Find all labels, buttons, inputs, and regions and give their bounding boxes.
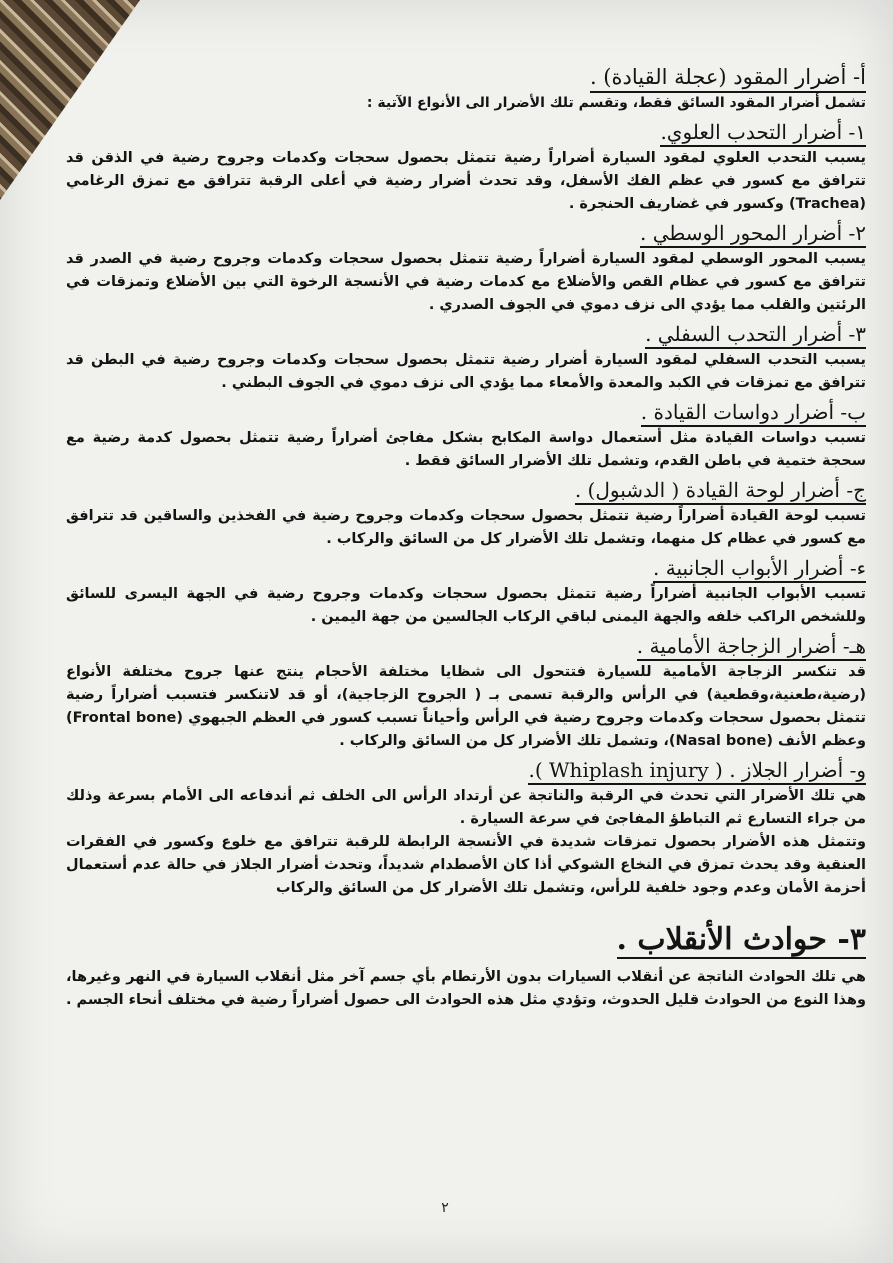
heading-middle-axis: ٢- أضرار المحور الوسطي . (66, 218, 866, 248)
page-number: ٢ (441, 1200, 449, 1216)
heading-side-doors: ء- أضرار الأبواب الجانبية . (66, 553, 866, 583)
paragraph-pedals: تسبب دواسات القيادة مثل أستعمال دواسة المكابح بشكل مفاجئ أضراراً رضية تتمثل بحصول كدمة رضية مع سحجة ختمية في باطن القدم، وتشمل تلك الأضرار السائق فقط . (66, 430, 866, 469)
paragraph-dashboard: تسبب لوحة القيادة أضراراً رضية تتمثل بحصول سحجات وكدمات وجروح رضية في الفخذين والساقين قد تترافق مع كسور في عظام كل منهما، وتشمل تلك الأضرار كل من السائق والركاب . (66, 508, 866, 547)
paragraph-middle-axis: يسبب المحور الوسطي لمقود السيارة أضراراً رضية تتمثل بحصول سحجات وكدمات وجروح رضية في الصدر قد تترافق مع كسور في عظام القص والأضلاع مع كدمات رضية في الأنسجة الرخوة التي بين الأضلاع وتمزقات في الرئتين والقلب مما يؤدي الى نزف دموي في الجوف الصدري . (66, 251, 866, 313)
paragraph-lower-curve: يسبب التحدب السفلي لمقود السيارة أضرار رضية تتمثل بحصول سحجات وكدمات وجروح رضية في البطن قد تترافق مع تمزقات في الكبد والمعدة والأمعاء مما يؤدي الى نزف دموي في الجوف البطني . (66, 352, 866, 391)
heading-steering-wheel: أ- أضرار المقود (عجلة القيادة) . (66, 62, 866, 92)
heading-dashboard: ج- أضرار لوحة القيادة ( الدشبول) . (66, 475, 866, 505)
steering-intro: تشمل أضرار المقود السائق فقط، وتقسم تلك الأضرار الى الأنواع الآتية : (366, 95, 866, 111)
heading-rollover: ٣- حوادث الأنقلاب . (616, 922, 866, 957)
paragraph-side-doors: تسبب الأبواب الجانبية أضراراً رضية تتمثل بحصول سحجات وكدمات وجروح رضية في الجهة اليسرى للسائق وللشخص الراكب خلفه والجهة اليمنى لباقي الركاب الجالسين من جهة اليمين . (66, 586, 866, 625)
heading-pedals: ب- أضرار دواسات القيادة . (66, 397, 866, 427)
heading-lower-curve: ٣- أضرار التحدب السفلي . (66, 319, 866, 349)
heading-upper-curve: ١- أضرار التحدب العلوي. (66, 117, 866, 147)
paragraph-whiplash-1: هي تلك الأضرار التي تحدث في الرقبة والناتجة عن أرتداد الرأس الى الخلف ثم أندفاعه الى الأمام بسرعة وذلك من جراء التسارع ثم التباطؤ المفاجئ في سرعة السيارة . (66, 788, 866, 827)
document-body (66, 62, 866, 1012)
paragraph-upper-curve: يسبب التحدب العلوي لمقود السيارة أضراراً رضية تتمثل بحصول سحجات وكدمات وجروح رضية في الذقن قد تترافق مع كسور في عظم الفك الأسفل، وقد تحدث أضرار رضية في أعلى الرقبة تترافق مع تمزق الرغامي (Trachea) وكسور في غضاريف الحنجرة . (66, 150, 866, 212)
paragraph-windshield: قد تنكسر الزجاجة الأمامية للسيارة فتتحول الى شظايا مختلفة الأحجام ينتج عنها جروح مختلفة الأنواع (رضية،طعنية،وقطعية) في الرأس والرقبة تسمى بـ ( الجروح الزجاجية)، أو قد لاتنكسر فتسبب أضراراً رضية تتمثل بحصول سحجات وكدمات وجروح رضية في الرأس وأحياناً تسبب كسور في العظم الجبهوي (Frontal bone) وعظم الأنف (Nasal bone)، وتشمل تلك الأضرار كل من السائق والركاب . (66, 664, 866, 749)
paragraph-whiplash-2: وتتمثل هذه الأضرار بحصول تمزقات شديدة في الأنسجة الرابطة للرقبة تترافق مع خلوع وكسور في الفقرات العنقية وقد يحدث تمزق في النخاع الشوكي أذا كان الأصطدام شديداً، وتحدث أضرار الجلاز في حالة عدم أستعمال أحزمة الأمان وعدم وجود خلفية للرأس، وتشمل تلك الأضرار كل من السائق والركاب (66, 834, 866, 896)
paragraph-rollover: هي تلك الحوادث الناتجة عن أنقلاب السيارات بدون الأرتطام بأي جسم آخر مثل أنقلاب السيارة في النهر وغيرها، وهذا النوع من الحوادث قليل الحدوث، وتؤدي مثل هذه الحوادث الى حصول أضراراً رضية في مختلف أنحاء الجسم . (66, 969, 866, 1008)
heading-whiplash: و- أضرار الجلاز . ( Whiplash injury ). (66, 755, 866, 785)
heading-windshield: هـ- أضرار الزجاجة الأمامية . (66, 631, 866, 661)
